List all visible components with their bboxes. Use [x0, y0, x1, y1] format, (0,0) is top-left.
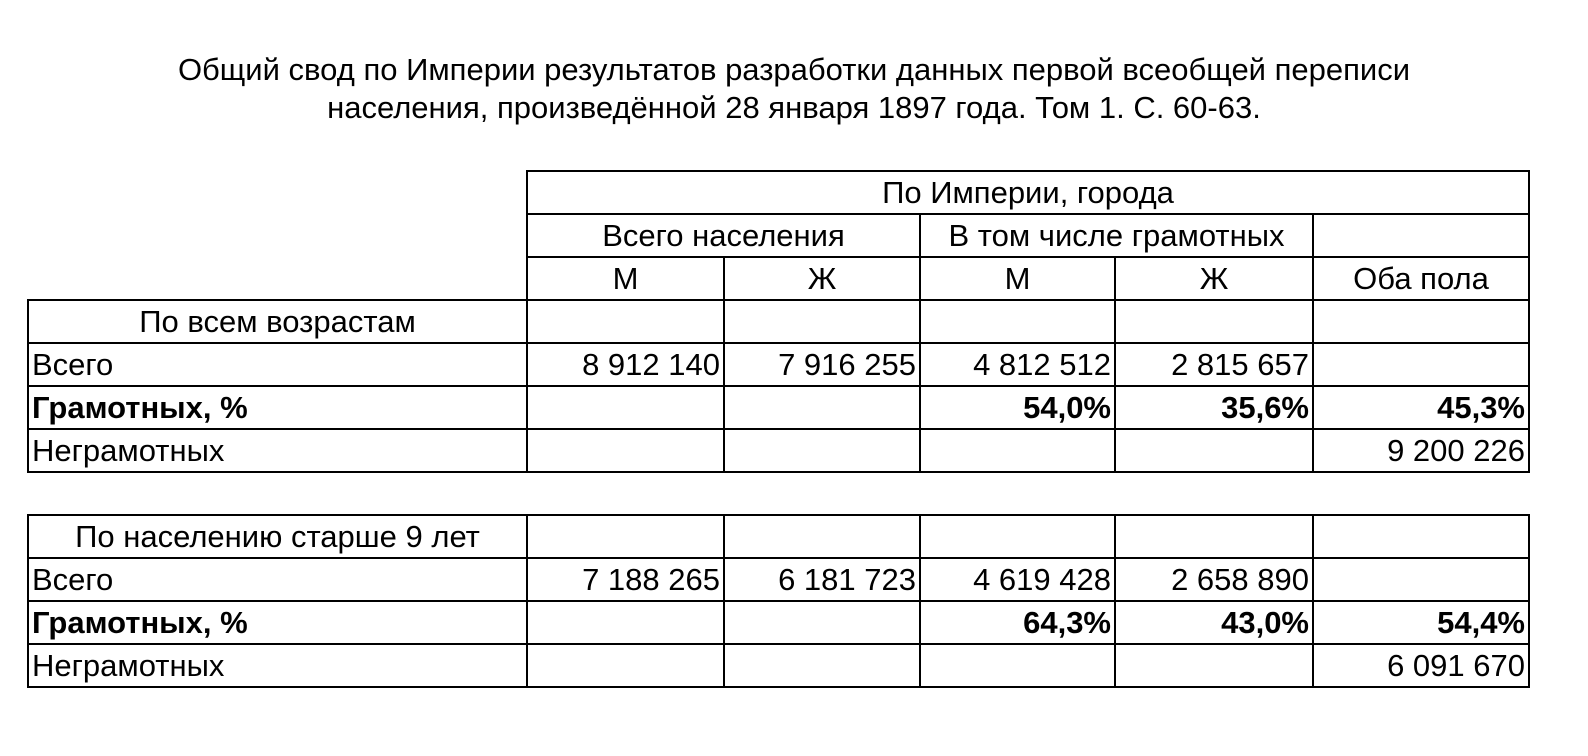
table-row-literate-pct: [28, 386, 1529, 429]
table-cell: [920, 515, 1115, 558]
cell-male: [527, 386, 724, 429]
cell-literate-female: [1115, 429, 1313, 472]
header-group-cell: По Империи, города: [527, 171, 1529, 214]
section-label-row: [28, 515, 1529, 558]
header-literate: В том числе грамотных: [920, 214, 1313, 257]
cell-male: [527, 601, 724, 644]
section-label-row: [28, 300, 1529, 343]
cell-literate-male: 4 619 428: [920, 558, 1115, 601]
header-row-group: [28, 171, 1529, 214]
table-cell: [527, 300, 724, 343]
document-title: [0, 51, 1588, 127]
cell-literate-female: 35,6%: [1115, 386, 1313, 429]
header-empty-cell: [1313, 214, 1529, 257]
cell-literate-female: 2 658 890: [1115, 558, 1313, 601]
cell-male: [527, 644, 724, 687]
header-literate-female: Ж: [1115, 257, 1313, 300]
cell-literate-male: 4 812 512: [920, 343, 1115, 386]
header-blank-cell: [28, 257, 527, 300]
header-literate-male: М: [920, 257, 1115, 300]
cell-female: [724, 601, 920, 644]
table-row-illiterate: [28, 644, 1529, 687]
header-blank-cell: [28, 214, 527, 257]
row-label: Всего: [28, 558, 527, 601]
title-line-1: Общий свод по Империи результатов разработки данных первой всеобщей переписи: [177, 52, 1411, 87]
table-row-literate-pct: [28, 601, 1529, 644]
header-row-sexes: [28, 257, 1529, 300]
header-blank-cell: [28, 171, 527, 214]
header-total-population: Всего населения: [527, 214, 920, 257]
cell-both-sexes: [1313, 343, 1529, 386]
row-label: Неграмотных: [28, 429, 527, 472]
table-row-total: [28, 558, 1529, 601]
row-label: Грамотных, %: [28, 386, 527, 429]
cell-female: 6 181 723: [724, 558, 920, 601]
cell-literate-male: [920, 429, 1115, 472]
table-cell: [1313, 300, 1529, 343]
cell-literate-male: 64,3%: [920, 601, 1115, 644]
cell-female: [724, 386, 920, 429]
cell-literate-female: 2 815 657: [1115, 343, 1313, 386]
section-label: По всем возрастам: [28, 300, 527, 343]
cell-literate-female: [1115, 644, 1313, 687]
header-row-subgroups: [28, 214, 1529, 257]
cell-both-sexes: [1313, 558, 1529, 601]
census-table-over-9: [27, 514, 1530, 688]
cell-female: [724, 644, 920, 687]
cell-literate-male: 54,0%: [920, 386, 1115, 429]
cell-male: 8 912 140: [527, 343, 724, 386]
header-both-sexes: Оба пола: [1313, 257, 1529, 300]
cell-male: [527, 429, 724, 472]
header-female: Ж: [724, 257, 920, 300]
table-cell: [1115, 300, 1313, 343]
table-cell: [1313, 515, 1529, 558]
section-label: По населению старше 9 лет: [28, 515, 527, 558]
row-label: Неграмотных: [28, 644, 527, 687]
cell-female: [724, 429, 920, 472]
cell-literate-male: [920, 644, 1115, 687]
table-cell: [724, 300, 920, 343]
cell-both-sexes: 6 091 670: [1313, 644, 1529, 687]
census-table-all-ages: [27, 170, 1530, 473]
table-row-illiterate: [28, 429, 1529, 472]
row-label: Всего: [28, 343, 527, 386]
table-row-total: [28, 343, 1529, 386]
title-line-2: населения, произведённой 28 января 1897 года. Том 1. С. 60-63.: [327, 90, 1261, 125]
cell-male: 7 188 265: [527, 558, 724, 601]
row-label: Грамотных, %: [28, 601, 527, 644]
cell-both-sexes: 9 200 226: [1313, 429, 1529, 472]
table-cell: [724, 515, 920, 558]
cell-both-sexes: 54,4%: [1313, 601, 1529, 644]
table-cell: [1115, 515, 1313, 558]
cell-literate-female: 43,0%: [1115, 601, 1313, 644]
header-male: М: [527, 257, 724, 300]
table-cell: [527, 515, 724, 558]
cell-both-sexes: 45,3%: [1313, 386, 1529, 429]
table-cell: [920, 300, 1115, 343]
cell-female: 7 916 255: [724, 343, 920, 386]
